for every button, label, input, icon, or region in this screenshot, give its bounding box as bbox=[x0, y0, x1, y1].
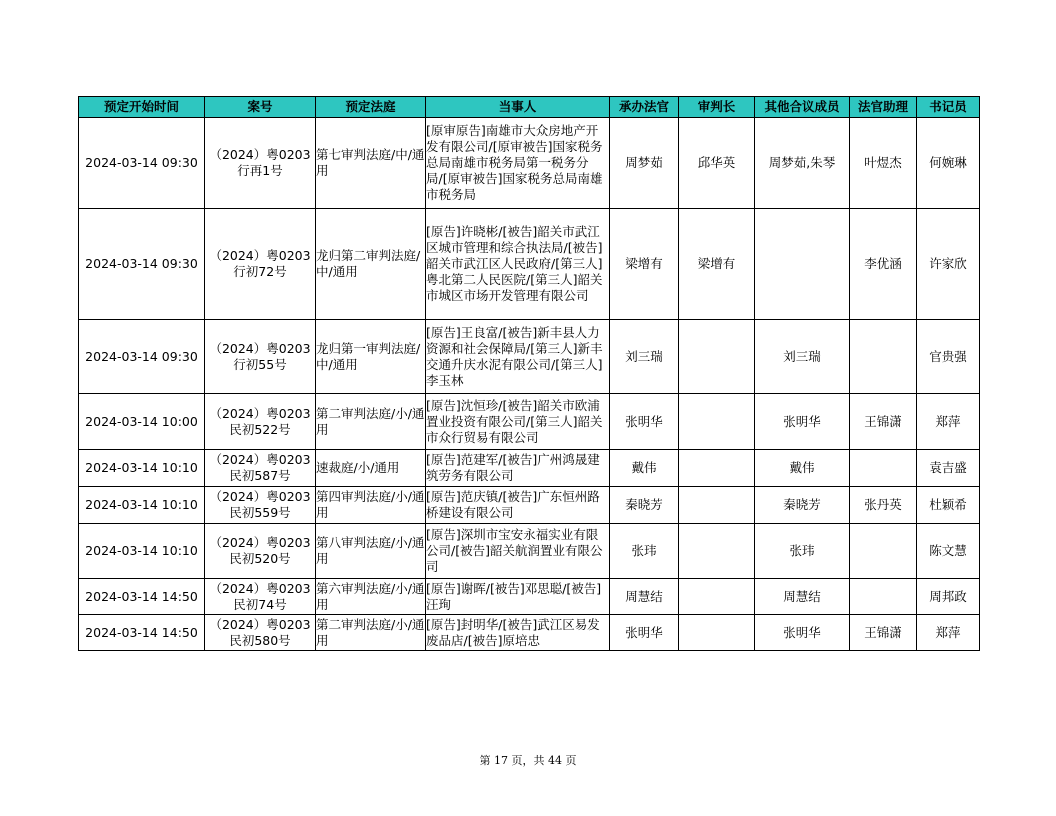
cell-assistant bbox=[850, 450, 917, 487]
cell-parties: [原告]谢晖/[被告]邓思聪/[被告]汪珣 bbox=[426, 579, 610, 615]
header-judge: 承办法官 bbox=[610, 97, 679, 118]
cell-time: 2024-03-14 14:50 bbox=[79, 579, 205, 615]
cell-chief bbox=[679, 615, 755, 651]
cell-case: （2024）粤0203民初559号 bbox=[205, 487, 316, 524]
cell-clerk: 袁吉盛 bbox=[917, 450, 980, 487]
cell-case: （2024）粤0203民初580号 bbox=[205, 615, 316, 651]
table-row bbox=[79, 394, 980, 450]
cell-case: （2024）粤0203民初587号 bbox=[205, 450, 316, 487]
cell-parties: [原审原告]南雄市大众房地产开发有限公司/[原审被告]国家税务总局南雄市税务局第一税务分局/[原审被告]国家税务总局南雄市税务局 bbox=[426, 118, 610, 209]
cell-members: 周慧结 bbox=[755, 579, 850, 615]
cell-parties: [原告]深圳市宝安永福实业有限公司/[被告]韶关航润置业有限公司 bbox=[426, 524, 610, 579]
cell-court: 第八审判法庭/小/通用 bbox=[316, 524, 426, 579]
cell-court: 龙归第二审判法庭/中/通用 bbox=[316, 209, 426, 320]
cell-members: 戴伟 bbox=[755, 450, 850, 487]
cell-clerk: 许家欣 bbox=[917, 209, 980, 320]
cell-time: 2024-03-14 14:50 bbox=[79, 615, 205, 651]
cell-court: 第二审判法庭/小/通用 bbox=[316, 394, 426, 450]
table-row bbox=[79, 615, 980, 651]
cell-time: 2024-03-14 09:30 bbox=[79, 118, 205, 209]
cell-clerk: 何婉琳 bbox=[917, 118, 980, 209]
cell-court: 第二审判法庭/小/通用 bbox=[316, 615, 426, 651]
cell-chief bbox=[679, 320, 755, 394]
cell-assistant bbox=[850, 579, 917, 615]
cell-judge: 秦晓芳 bbox=[610, 487, 679, 524]
cell-time: 2024-03-14 09:30 bbox=[79, 320, 205, 394]
cell-members bbox=[755, 209, 850, 320]
header-time: 预定开始时间 bbox=[79, 97, 205, 118]
cell-chief bbox=[679, 487, 755, 524]
cell-members: 张明华 bbox=[755, 615, 850, 651]
cell-parties: [原告]封明华/[被告]武江区易发废品店/[被告]原培忠 bbox=[426, 615, 610, 651]
cell-judge: 戴伟 bbox=[610, 450, 679, 487]
cell-judge: 刘三瑞 bbox=[610, 320, 679, 394]
cell-time: 2024-03-14 10:10 bbox=[79, 450, 205, 487]
cell-judge: 张明华 bbox=[610, 615, 679, 651]
cell-assistant: 李优涵 bbox=[850, 209, 917, 320]
cell-clerk: 官贵强 bbox=[917, 320, 980, 394]
cell-members: 秦晓芳 bbox=[755, 487, 850, 524]
header-assistant: 法官助理 bbox=[850, 97, 917, 118]
cell-judge: 张玮 bbox=[610, 524, 679, 579]
cell-members: 张明华 bbox=[755, 394, 850, 450]
table-row bbox=[79, 579, 980, 615]
cell-assistant: 叶煜杰 bbox=[850, 118, 917, 209]
hearing-schedule-table bbox=[78, 96, 980, 651]
table-row bbox=[79, 524, 980, 579]
cell-assistant: 王锦潇 bbox=[850, 615, 917, 651]
cell-members: 周梦茹,朱琴 bbox=[755, 118, 850, 209]
cell-time: 2024-03-14 10:00 bbox=[79, 394, 205, 450]
cell-chief bbox=[679, 394, 755, 450]
header-chief: 审判长 bbox=[679, 97, 755, 118]
cell-judge: 周梦茹 bbox=[610, 118, 679, 209]
table-row bbox=[79, 320, 980, 394]
page-number-footer: 第 17 页，共 44 页 bbox=[479, 754, 577, 767]
table-row bbox=[79, 487, 980, 524]
cell-judge: 张明华 bbox=[610, 394, 679, 450]
cell-judge: 梁增有 bbox=[610, 209, 679, 320]
cell-clerk: 周邦政 bbox=[917, 579, 980, 615]
cell-court: 第七审判法庭/中/通用 bbox=[316, 118, 426, 209]
cell-chief: 邱华英 bbox=[679, 118, 755, 209]
cell-case: （2024）粤0203行再1号 bbox=[205, 118, 316, 209]
cell-members: 刘三瑞 bbox=[755, 320, 850, 394]
table-row bbox=[79, 118, 980, 209]
header-members: 其他合议成员 bbox=[755, 97, 850, 118]
cell-time: 2024-03-14 09:30 bbox=[79, 209, 205, 320]
cell-clerk: 郑萍 bbox=[917, 615, 980, 651]
header-parties: 当事人 bbox=[426, 97, 610, 118]
cell-case: （2024）粤0203行初55号 bbox=[205, 320, 316, 394]
cell-parties: [原告]许晓彬/[被告]韶关市武江区城市管理和综合执法局/[被告]韶关市武江区人民政府/[第三人]粤北第二人民医院/[第三人]韶关市城区市场开发管理有限公司 bbox=[426, 209, 610, 320]
cell-chief bbox=[679, 524, 755, 579]
cell-assistant bbox=[850, 524, 917, 579]
table-row bbox=[79, 209, 980, 320]
cell-chief bbox=[679, 579, 755, 615]
table-row bbox=[79, 450, 980, 487]
cell-chief: 梁增有 bbox=[679, 209, 755, 320]
cell-case: （2024）粤0203行初72号 bbox=[205, 209, 316, 320]
table-header-row bbox=[79, 97, 980, 118]
cell-parties: [原告]范建军/[被告]广州鸿晟建筑劳务有限公司 bbox=[426, 450, 610, 487]
cell-court: 第四审判法庭/小/通用 bbox=[316, 487, 426, 524]
cell-members: 张玮 bbox=[755, 524, 850, 579]
header-clerk: 书记员 bbox=[917, 97, 980, 118]
cell-court: 龙归第一审判法庭/中/通用 bbox=[316, 320, 426, 394]
header-court: 预定法庭 bbox=[316, 97, 426, 118]
cell-chief bbox=[679, 450, 755, 487]
cell-case: （2024）粤0203民初74号 bbox=[205, 579, 316, 615]
cell-time: 2024-03-14 10:10 bbox=[79, 524, 205, 579]
header-case: 案号 bbox=[205, 97, 316, 118]
cell-time: 2024-03-14 10:10 bbox=[79, 487, 205, 524]
cell-assistant bbox=[850, 320, 917, 394]
cell-court: 速裁庭/小/通用 bbox=[316, 450, 426, 487]
cell-clerk: 杜颖希 bbox=[917, 487, 980, 524]
cell-clerk: 郑萍 bbox=[917, 394, 980, 450]
cell-judge: 周慧结 bbox=[610, 579, 679, 615]
cell-clerk: 陈文慧 bbox=[917, 524, 980, 579]
cell-case: （2024）粤0203民初520号 bbox=[205, 524, 316, 579]
cell-parties: [原告]范庆镇/[被告]广东恒州路桥建设有限公司 bbox=[426, 487, 610, 524]
cell-court: 第六审判法庭/小/通用 bbox=[316, 579, 426, 615]
cell-parties: [原告]沈恒珍/[被告]韶关市欧浦置业投资有限公司/[第三人]韶关市众行贸易有限公司 bbox=[426, 394, 610, 450]
cell-parties: [原告]王良富/[被告]新丰县人力资源和社会保障局/[第三人]新丰交通升庆水泥有限公司/[第三人]李玉林 bbox=[426, 320, 610, 394]
cell-case: （2024）粤0203民初522号 bbox=[205, 394, 316, 450]
cell-assistant: 王锦潇 bbox=[850, 394, 917, 450]
cell-assistant: 张丹英 bbox=[850, 487, 917, 524]
